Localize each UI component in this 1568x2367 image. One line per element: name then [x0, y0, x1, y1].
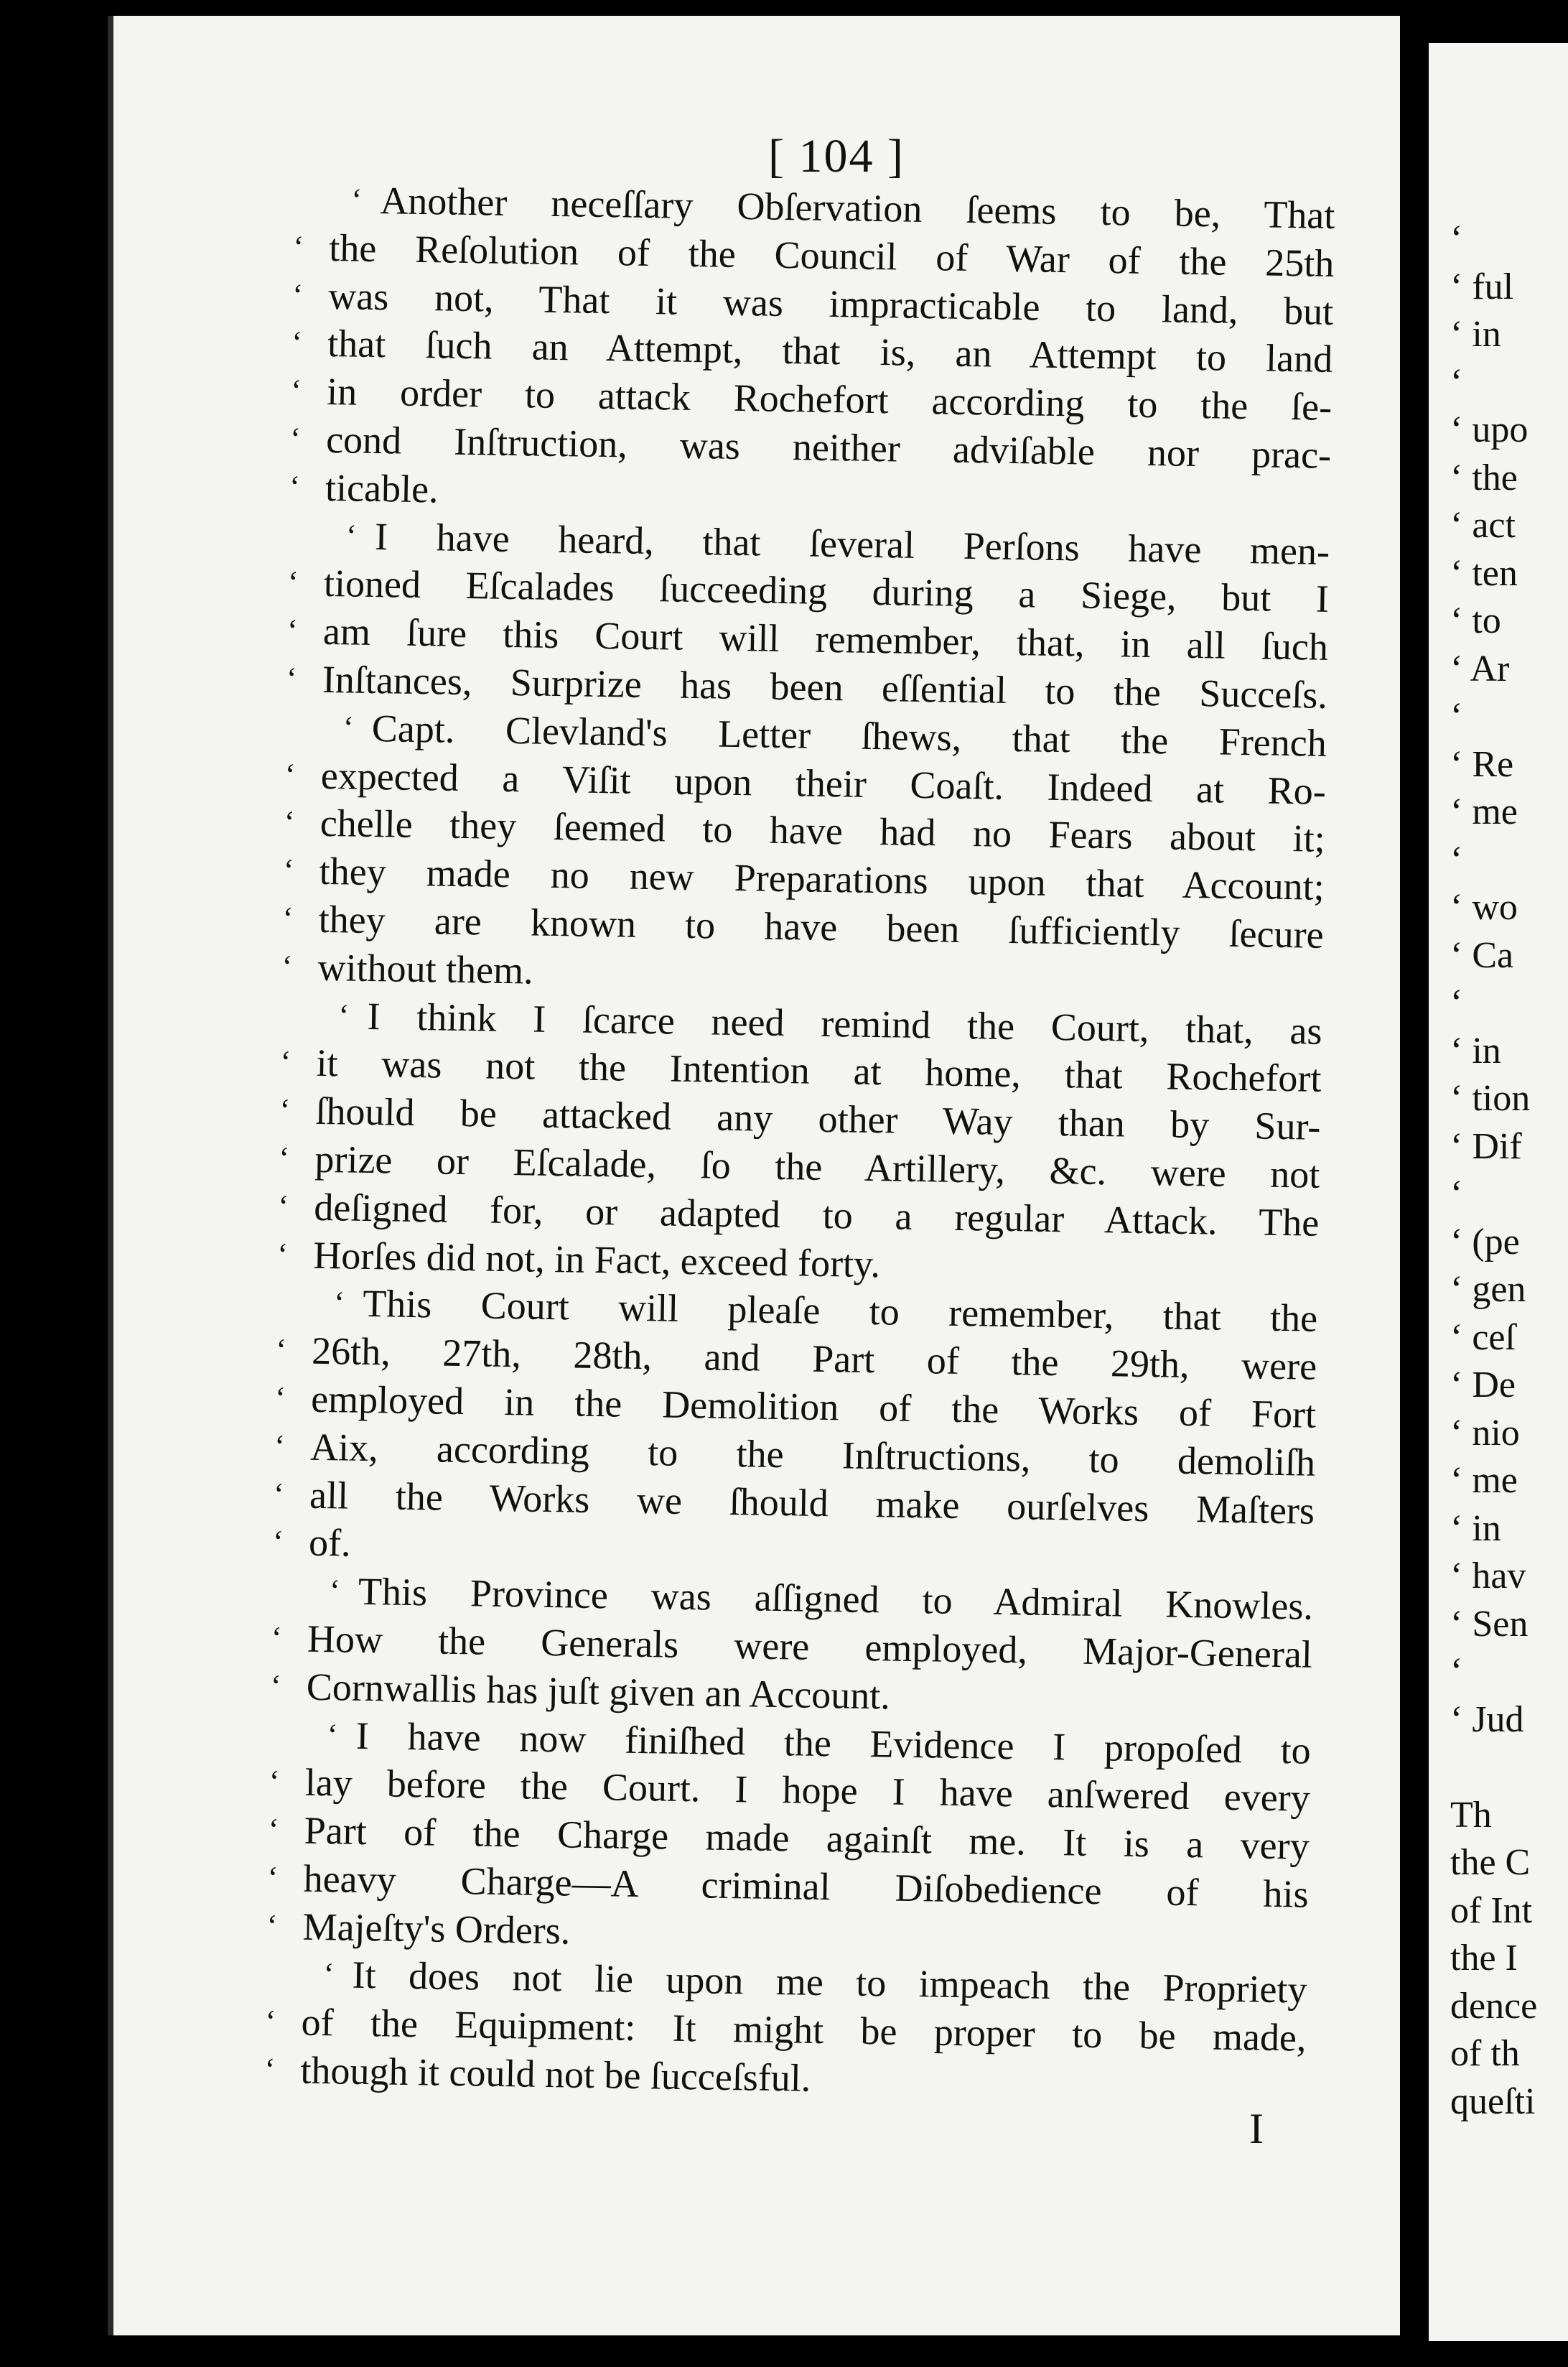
facing-page-fragments [1450, 215, 1568, 2126]
quotation-mark: ‘ [269, 1764, 280, 1800]
quotation-mark: ‘ [277, 1236, 289, 1272]
facing-page-line: ‘ the [1450, 457, 1518, 498]
quotation-mark: ‘ [338, 997, 350, 1033]
quotation-mark: ‘ [268, 1812, 279, 1848]
quotation-mark: ‘ [271, 1619, 283, 1656]
page-body-text [264, 176, 1335, 2111]
text-line-content: tioned Eſcalades ſucceeding during a Siege, but I [323, 562, 1330, 621]
facing-page-line: ‘ upo [1450, 409, 1529, 450]
quotation-mark: ‘ [286, 613, 299, 648]
facing-page-line [1450, 1744, 1568, 1792]
text-line-content: in order to attack Rochefort according to the ſe- [326, 370, 1333, 429]
text-line-content: it was not the Intention at home, that Rochefort [316, 1041, 1322, 1101]
quotation-mark: ‘ [272, 1524, 284, 1560]
quotation-mark: ‘ [286, 661, 298, 697]
facing-page-line: ‘ ten [1450, 552, 1518, 594]
facing-page-line: ‘ nio [1450, 1412, 1520, 1454]
facing-page-line: ‘ [1450, 696, 1463, 737]
quotation-mark: ‘ [329, 1573, 341, 1609]
quotation-mark: ‘ [281, 948, 293, 985]
text-line-content: employed in the Demolition of the Works of Fort [310, 1377, 1317, 1436]
quotation-mark: ‘ [284, 756, 296, 792]
facing-page-line: ‘ hav [1450, 1555, 1526, 1596]
catchword: I [1249, 2105, 1264, 2152]
quotation-mark: ‘ [274, 1428, 286, 1464]
quotation-mark: ‘ [289, 468, 301, 505]
facing-page-line: Th [1450, 1794, 1492, 1836]
text-line-content: the Reſolution of the Council of War of the 25th [328, 225, 1335, 285]
text-line-content: am ſure this Court will remember, that, in all ſuch [322, 610, 1329, 669]
facing-page-line: ‘ [1450, 839, 1463, 880]
text-line-content: 26th, 27th, 28th, and Part of the 29th, were [311, 1329, 1317, 1388]
text-line-content: expected a Viſit upon their Coaſt. Indeed at Ro- [320, 753, 1327, 813]
facing-page-line: ‘ [1450, 982, 1463, 1023]
text-line-content: of. [308, 1521, 352, 1565]
facing-page-line: the C [1450, 1842, 1531, 1883]
facing-page-line: ‘ Dif [1450, 1125, 1522, 1167]
quotation-mark: ‘ [279, 1092, 291, 1128]
text-line-content: ſhould be attacked any other Way than by Sur- [315, 1089, 1321, 1148]
quotation-mark: ‘ [280, 1044, 291, 1080]
quotation-mark: ‘ [265, 2004, 276, 2040]
text-line-content: though it could not be ſucceſsful. [300, 2048, 811, 2100]
quotation-mark: ‘ [264, 2051, 276, 2088]
text-line-content: Part of the Charge made againſt me. It is a very [304, 1808, 1310, 1868]
text-line-content: Capt. Clevland's Letter ſhews, that the French [371, 706, 1327, 765]
text-line-content: Cornwallis has juſt given an Account. [306, 1665, 891, 1718]
text-line-content: This Court will pleaſe to remember, that the [362, 1282, 1318, 1341]
facing-page-line: ‘ in [1450, 1507, 1501, 1549]
quotation-mark: ‘ [290, 373, 302, 409]
text-line-content: without them. [317, 945, 534, 992]
quotation-mark: ‘ [289, 421, 302, 457]
facing-page-line: ‘ in [1450, 1030, 1501, 1071]
quotation-mark: ‘ [278, 1188, 289, 1224]
text-line-content: How the Generals were employed, Major-General [307, 1617, 1313, 1676]
quotation-mark: ‘ [293, 229, 304, 265]
quotation-mark: ‘ [342, 710, 354, 745]
quotation-mark: ‘ [327, 1716, 338, 1752]
text-line-content: deſigned for, or adapted to a regular Attack. The [313, 1185, 1320, 1245]
facing-page-line: ‘ ful [1450, 266, 1514, 307]
facing-page-line: ‘ Re [1450, 743, 1514, 785]
text-line-content: they made no new Preparations upon that Account; [319, 850, 1325, 909]
quotation-mark: ‘ [351, 182, 363, 218]
facing-page-line: ‘ me [1450, 1460, 1518, 1501]
text-line-content: of the Equipment: It might be proper to be made, [301, 2000, 1307, 2060]
quotation-mark: ‘ [266, 1907, 278, 1943]
quotation-mark: ‘ [273, 1476, 285, 1512]
quotation-mark: ‘ [282, 901, 294, 936]
facing-page-line: ‘ [1450, 218, 1463, 259]
facing-page-line: ‘ ceſ [1450, 1316, 1516, 1358]
facing-page-line: ‘ De [1450, 1364, 1516, 1405]
text-line-content: Inſtances, Surprize has been eſſential to the Succeſs. [322, 657, 1328, 717]
facing-page-line: of th [1450, 2033, 1520, 2074]
book-spine [1400, 0, 1429, 2367]
facing-page-line: ‘ tion [1450, 1078, 1531, 1119]
text-line-content: Another neceſſary Obſervation ſeems to be, That [380, 179, 1335, 237]
quotation-mark: ‘ [267, 1859, 279, 1896]
facing-page-line: ‘ Sen [1450, 1603, 1529, 1645]
facing-page-line: ‘ Ar [1450, 648, 1510, 689]
text-line-content: they are known to have been ſufficiently ſecure [318, 897, 1325, 957]
text-line-content: Majeſty's Orders. [302, 1905, 571, 1953]
quotation-mark: ‘ [270, 1668, 282, 1703]
text-line-content: prize or Eſcalade, ſo the Artillery, &c. were not [314, 1137, 1320, 1196]
facing-page-line: ‘ to [1450, 600, 1501, 641]
quotation-mark: ‘ [279, 1140, 290, 1176]
text-line-content: I think I ſcarce need remind the Court, that, as [367, 994, 1322, 1053]
facing-page-line: of Int [1450, 1889, 1533, 1931]
text-line-content: Aix, according to the Inſtructions, to demoliſh [309, 1425, 1316, 1484]
text-line-content: I have heard, that ſeveral Perſons have men- [374, 514, 1330, 573]
text-line-content: chelle they ſeemed to have had no Fears about it; [319, 801, 1326, 861]
text-line-content: Horſes did not, in Fact, exceed forty. [312, 1233, 881, 1285]
facing-page-line: ‘ [1450, 1173, 1463, 1214]
facing-page-line: ‘ me [1450, 791, 1518, 832]
facing-page-line: queſti [1450, 2080, 1536, 2122]
text-line-content: It does not lie upon me to impeach the Propriety [352, 1953, 1307, 2012]
facing-page-line: ‘ [1450, 361, 1463, 403]
quotation-mark: ‘ [345, 517, 358, 554]
text-line-content: heavy Charge—A criminal Diſobedience of his [303, 1856, 1310, 1916]
text-line-content: I have now finiſhed the Evidence I propoſed to [355, 1713, 1312, 1772]
quotation-mark: ‘ [292, 276, 304, 313]
facing-page-line: the I [1450, 1938, 1518, 1978]
facing-page-line: ‘ gen [1450, 1269, 1526, 1310]
quotation-mark: ‘ [275, 1332, 287, 1368]
facing-page-line: ‘ Jud [1450, 1698, 1524, 1740]
text-line-content: ticable. [325, 465, 439, 511]
facing-page-line: ‘ Ca [1450, 934, 1514, 976]
text-line-content: cond Inſtruction, was neither adviſable nor prac- [325, 417, 1332, 477]
facing-page-line: ‘ wo [1450, 887, 1518, 928]
quotation-mark: ‘ [323, 1956, 335, 1992]
page-number-header: [ 104 ] [768, 130, 905, 182]
facing-page-line: ‘ act [1450, 505, 1516, 546]
facing-page-line: dence [1450, 1985, 1538, 2027]
facing-page-line: ‘ [1450, 1651, 1463, 1692]
quotation-mark: ‘ [283, 852, 294, 888]
text-line-content: lay before the Court. I hope I have anſwered every [304, 1761, 1311, 1820]
facing-page-line: ‘ (pe [1450, 1221, 1520, 1262]
text-line-content: all the Works we ſhould make ourſelves Maſters [309, 1473, 1315, 1533]
text-line-content: that ſuch an Attempt, that is, an Attempt to land [327, 322, 1333, 381]
quotation-mark: ‘ [284, 804, 295, 840]
quotation-mark: ‘ [333, 1285, 345, 1321]
quotation-mark: ‘ [287, 564, 299, 600]
facing-page-line: ‘ in [1450, 314, 1501, 355]
quotation-mark: ‘ [291, 325, 303, 361]
quotation-mark: ‘ [274, 1380, 286, 1416]
text-line-content: was not, That it was impracticable to land, but [327, 274, 1334, 333]
text-line-content: This Province was aſſigned to Admiral Knowles. [358, 1569, 1314, 1628]
